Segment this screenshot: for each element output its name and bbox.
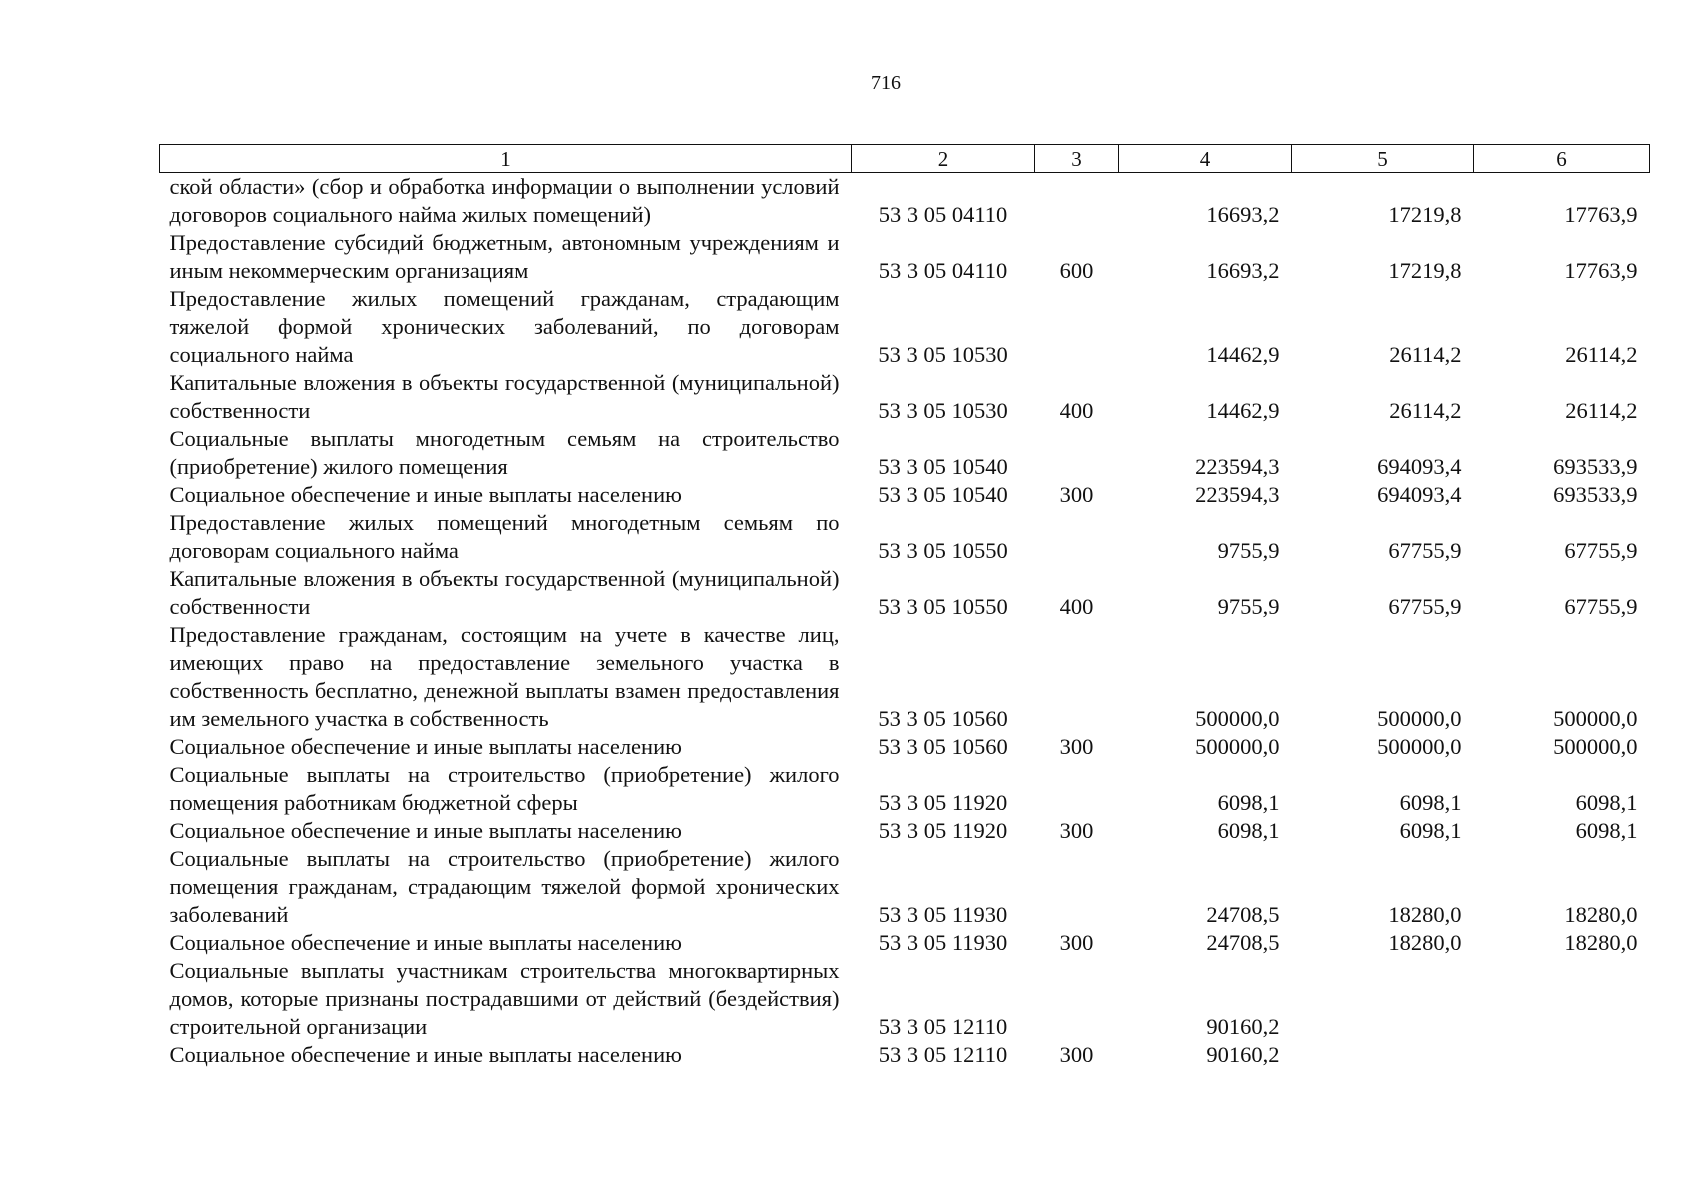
row-type-cell: 400	[1059, 398, 1094, 423]
row-code-cell: 53 3 05 04110	[878, 202, 1008, 227]
table-row	[160, 957, 1650, 1041]
row-value-cell: 67755,9	[1388, 594, 1462, 619]
row-value-cell: 26114,2	[1389, 398, 1462, 423]
row-value-cell: 500000,0	[1553, 734, 1638, 759]
row-value-cell: 500000,0	[1377, 706, 1462, 731]
row-value-cell: 14462,9	[1206, 342, 1280, 367]
row-type-cell: 300	[1059, 1042, 1094, 1067]
row-type-cell	[1035, 425, 1119, 481]
row-value-cell	[1474, 957, 1650, 1041]
row-name-cell: Социальное обеспечение и иные выплаты населению	[169, 482, 682, 507]
row-value-cell: 17763,9	[1564, 202, 1638, 227]
row-value-cell: 6098,1	[1399, 790, 1462, 815]
row-value-cell: 17219,8	[1388, 258, 1462, 283]
row-type-cell	[1035, 957, 1119, 1041]
row-name-cell: Социальные выплаты участникам строительства многоквартирных домов, которые признаны пострадавшими от действий (бездействия) строительной организации	[169, 958, 840, 1039]
row-type-cell	[1035, 761, 1119, 817]
row-code-cell: 53 3 05 12110	[878, 1042, 1008, 1067]
row-type-cell	[1035, 845, 1119, 929]
row-name-cell: Социальные выплаты на строительство (приобретение) жилого помещения работникам бюджетной сферы	[169, 762, 840, 815]
row-value-cell: 26114,2	[1565, 398, 1638, 423]
row-name-cell: Социальное обеспечение и иные выплаты населению	[169, 930, 682, 955]
row-value-cell: 693533,9	[1553, 454, 1638, 479]
row-name-cell: Предоставление гражданам, состоящим на учете в качестве лиц, имеющих право на предоставление земельного участка в собственность бесплатно, денежной выплаты взамен предоставления им земельного участка в собственность	[169, 622, 840, 731]
table-row	[160, 481, 1650, 509]
row-value-cell: 16693,2	[1206, 202, 1280, 227]
row-value-cell: 9755,9	[1217, 594, 1280, 619]
table-row	[160, 845, 1650, 929]
row-value-cell: 67755,9	[1388, 538, 1462, 563]
row-value-cell: 694093,4	[1377, 454, 1462, 479]
row-value-cell: 6098,1	[1575, 818, 1638, 843]
row-code-cell: 53 3 05 10530	[878, 342, 1008, 367]
column-header: 1	[160, 145, 852, 173]
row-value-cell: 6098,1	[1575, 790, 1638, 815]
table-row	[160, 425, 1650, 481]
row-value-cell: 9755,9	[1217, 538, 1280, 563]
table-row	[160, 229, 1650, 285]
column-header: 6	[1474, 145, 1650, 173]
column-header: 2	[852, 145, 1035, 173]
row-value-cell: 500000,0	[1195, 706, 1280, 731]
row-type-cell: 300	[1059, 818, 1094, 843]
row-code-cell: 53 3 05 10540	[878, 482, 1008, 507]
row-value-cell: 500000,0	[1553, 706, 1638, 731]
row-value-cell: 18280,0	[1388, 930, 1462, 955]
row-value-cell: 17763,9	[1564, 258, 1638, 283]
row-code-cell: 53 3 05 10550	[878, 538, 1008, 563]
row-value-cell: 14462,9	[1206, 398, 1280, 423]
row-name-cell: Предоставление субсидий бюджетным, автономным учреждениям и иным некоммерческим организациям	[169, 230, 840, 283]
row-value-cell: 16693,2	[1206, 258, 1280, 283]
table-row	[160, 817, 1650, 845]
row-value-cell: 26114,2	[1389, 342, 1462, 367]
table-row	[160, 509, 1650, 565]
table-row	[160, 761, 1650, 817]
row-name-cell: Капитальные вложения в объекты государственной (муниципальной) собственности	[169, 566, 840, 619]
table-row	[160, 621, 1650, 733]
row-code-cell: 53 3 05 11930	[878, 930, 1008, 955]
row-value-cell: 26114,2	[1565, 342, 1638, 367]
page-number: 716	[871, 72, 901, 94]
row-value-cell: 694093,4	[1377, 482, 1462, 507]
budget-table	[159, 144, 1650, 1069]
row-value-cell: 500000,0	[1377, 734, 1462, 759]
table-row	[160, 173, 1650, 230]
row-type-cell: 400	[1059, 594, 1094, 619]
row-type-cell: 300	[1059, 734, 1094, 759]
row-name-cell: Предоставление жилых помещений многодетным семьям по договорам социального найма	[169, 510, 840, 563]
row-type-cell	[1035, 285, 1119, 369]
row-code-cell: 53 3 05 04110	[878, 258, 1008, 283]
row-type-cell	[1035, 509, 1119, 565]
row-value-cell: 500000,0	[1195, 734, 1280, 759]
row-code-cell: 53 3 05 10560	[878, 706, 1008, 731]
column-header: 3	[1035, 145, 1119, 173]
table-row	[160, 565, 1650, 621]
row-name-cell: Социальное обеспечение и иные выплаты населению	[169, 734, 682, 759]
row-value-cell: 24708,5	[1206, 930, 1280, 955]
table-body	[160, 173, 1650, 1070]
row-code-cell: 53 3 05 10530	[878, 398, 1008, 423]
row-code-cell: 53 3 05 11920	[878, 818, 1008, 843]
row-code-cell: 53 3 05 11920	[878, 790, 1008, 815]
row-value-cell: 6098,1	[1217, 790, 1280, 815]
row-value-cell	[1474, 1041, 1650, 1069]
row-type-cell	[1035, 621, 1119, 733]
row-value-cell	[1292, 957, 1474, 1041]
row-value-cell: 90160,2	[1206, 1042, 1280, 1067]
row-type-cell: 600	[1059, 258, 1094, 283]
table-row	[160, 733, 1650, 761]
row-code-cell: 53 3 05 10550	[878, 594, 1008, 619]
row-value-cell: 223594,3	[1195, 482, 1280, 507]
row-value-cell: 18280,0	[1564, 930, 1638, 955]
row-name-cell: Предоставление жилых помещений гражданам, страдающим тяжелой формой хронических заболеваний, по договорам социального найма	[169, 286, 840, 367]
header-row	[160, 145, 1650, 173]
row-value-cell: 24708,5	[1206, 902, 1280, 927]
row-name-cell: Социальное обеспечение и иные выплаты населению	[169, 818, 682, 843]
column-header: 5	[1292, 145, 1474, 173]
table-row	[160, 369, 1650, 425]
row-code-cell: 53 3 05 10540	[878, 454, 1008, 479]
row-value-cell: 17219,8	[1388, 202, 1462, 227]
row-type-cell	[1035, 173, 1119, 230]
row-value-cell: 223594,3	[1195, 454, 1280, 479]
row-name-cell: Социальные выплаты на строительство (приобретение) жилого помещения гражданам, страдающим тяжелой формой хронических заболеваний	[169, 846, 840, 927]
row-name-cell: Капитальные вложения в объекты государственной (муниципальной) собственности	[169, 370, 840, 423]
table-row	[160, 1041, 1650, 1069]
row-name-cell: Социальное обеспечение и иные выплаты населению	[169, 1042, 682, 1067]
row-value-cell: 6098,1	[1217, 818, 1280, 843]
row-value-cell: 67755,9	[1564, 594, 1638, 619]
row-type-cell: 300	[1059, 930, 1094, 955]
row-value-cell: 693533,9	[1553, 482, 1638, 507]
row-value-cell: 18280,0	[1388, 902, 1462, 927]
row-value-cell: 67755,9	[1564, 538, 1638, 563]
row-code-cell: 53 3 05 12110	[878, 1014, 1008, 1039]
row-value-cell	[1292, 1041, 1474, 1069]
row-value-cell: 90160,2	[1206, 1014, 1280, 1039]
row-value-cell: 6098,1	[1399, 818, 1462, 843]
column-header: 4	[1119, 145, 1292, 173]
row-name-cell: Социальные выплаты многодетным семьям на строительство (приобретение) жилого помещения	[169, 426, 840, 479]
table-row	[160, 285, 1650, 369]
row-name-cell: ской области» (сбор и обработка информации о выполнении условий договоров социального найма жилых помещений)	[169, 174, 840, 227]
row-code-cell: 53 3 05 10560	[878, 734, 1008, 759]
row-code-cell: 53 3 05 11930	[878, 902, 1008, 927]
table-row	[160, 929, 1650, 957]
row-value-cell: 18280,0	[1564, 902, 1638, 927]
row-type-cell: 300	[1059, 482, 1094, 507]
